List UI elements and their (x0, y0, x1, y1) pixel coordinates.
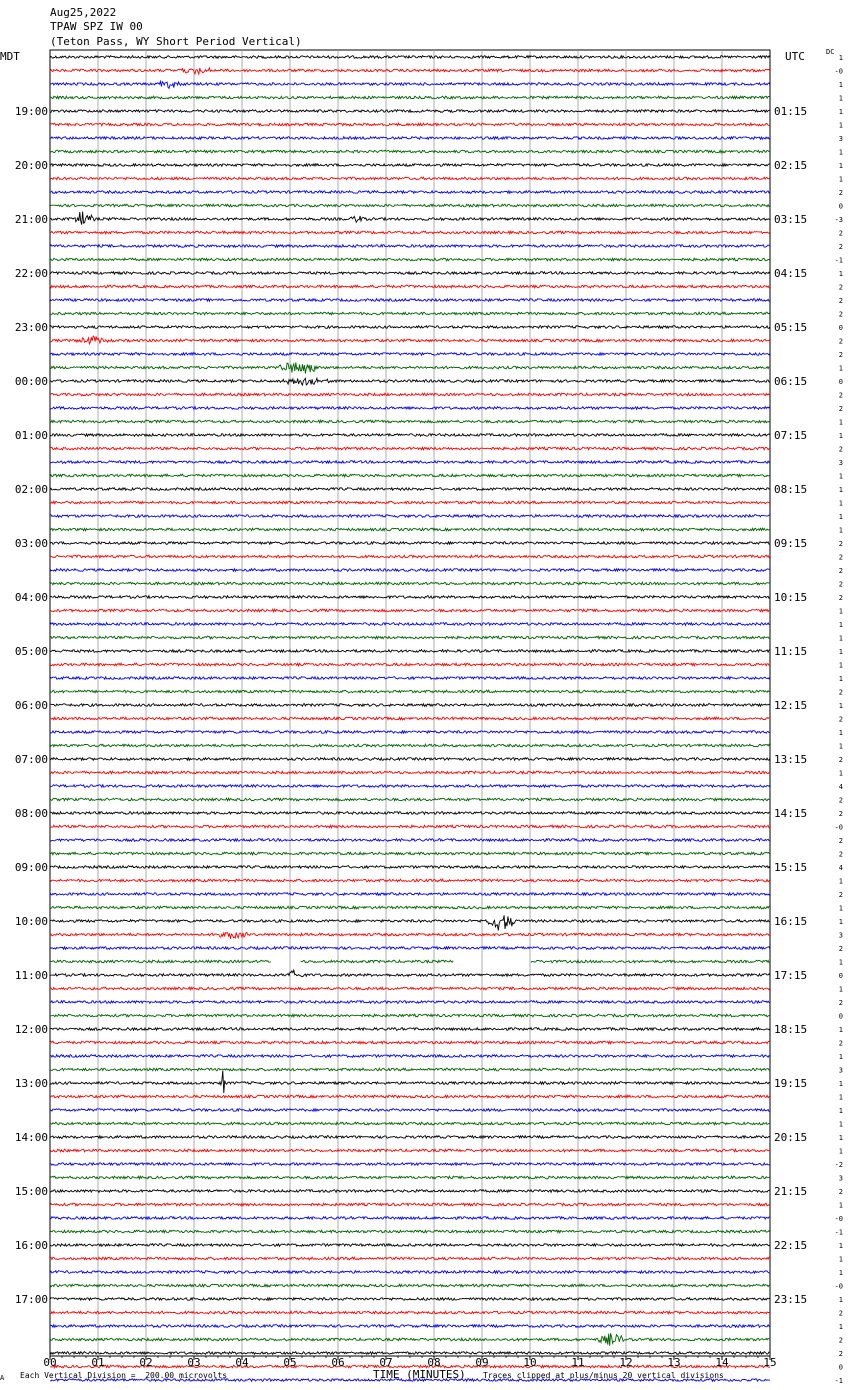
dc-offset-value: 3 (838, 1174, 843, 1183)
trace-row (50, 245, 770, 248)
left-hour-label: 10:00 (14, 915, 48, 928)
right-hour-label: 01:15 (774, 105, 808, 118)
dc-offset-value: 1 (838, 877, 843, 886)
trace-row (50, 68, 770, 74)
dc-offset-value: 1 (838, 702, 843, 710)
dc-offset-value: 2 (838, 229, 843, 238)
dc-offset-value: 1 (838, 1201, 843, 1210)
dc-offset-value: 1 (838, 94, 843, 103)
trace-row (50, 1176, 770, 1179)
trace-row (50, 932, 770, 939)
trace-row (50, 1325, 770, 1328)
left-hour-label: 13:00 (14, 1077, 48, 1090)
dc-offset-value: 2 (838, 567, 843, 575)
trace-row (50, 1136, 770, 1139)
left-timezone-label: MDT (0, 50, 20, 63)
trace-row (50, 515, 770, 518)
left-hour-label: 01:00 (14, 429, 48, 442)
dc-offset-value: -3 (834, 216, 843, 224)
x-tick-label: 07 (379, 1356, 393, 1369)
dc-offset-value: 2 (838, 796, 843, 805)
trace-row (50, 204, 770, 207)
dc-offset-value: 2 (838, 553, 843, 562)
footer-mark: A (0, 1374, 5, 1382)
trace-row (50, 285, 770, 288)
trace-group (50, 56, 770, 1390)
dc-offset-value: 2 (838, 297, 843, 305)
dc-offset-value: 2 (838, 1188, 843, 1196)
trace-row (50, 663, 770, 666)
left-hour-label: 08:00 (14, 807, 48, 820)
trace-row (50, 1041, 770, 1044)
dc-offset-value: 1 (838, 175, 843, 184)
trace-row (50, 1244, 770, 1247)
dc-offset-value: 1 (838, 486, 843, 494)
dc-offset-value: 1 (838, 432, 843, 440)
right-hour-label: 11:15 (774, 645, 808, 658)
dc-offset-value: 1 (838, 499, 843, 508)
trace-row (50, 1071, 770, 1094)
dc-offset-value: 1 (838, 526, 843, 535)
dc-offset-value: -2 (834, 1161, 843, 1169)
dc-offset-value: 2 (838, 351, 843, 359)
dc-offset-value: 1 (838, 1093, 843, 1102)
dc-offset-value: 4 (838, 864, 843, 872)
dc-offset-value: -0 (834, 1215, 843, 1223)
trace-row (50, 812, 770, 815)
dc-offset-value: 1 (838, 1323, 843, 1331)
dc-offset-value: 2 (838, 283, 843, 292)
trace-row (50, 1352, 770, 1355)
trace-row (50, 542, 770, 545)
trace-row (50, 447, 770, 450)
dc-offset-value: 2 (838, 1336, 843, 1345)
header-date: Aug25,2022 (50, 6, 117, 19)
trace-row (50, 1055, 770, 1058)
dc-offset-value: 1 (838, 108, 843, 116)
trace-row (50, 1028, 770, 1031)
trace-row (50, 56, 770, 59)
right-hour-label: 14:15 (774, 807, 808, 820)
dc-offset-value: 0 (838, 1012, 843, 1021)
trace-row (50, 825, 770, 828)
x-tick-label: 08 (427, 1356, 441, 1369)
dc-offset-value: 1 (838, 472, 843, 481)
trace-row (50, 407, 770, 410)
dc-offset-value: 1 (838, 729, 843, 737)
dc-offset-value: 2 (838, 688, 843, 697)
dc-offset-value: 2 (838, 1039, 843, 1048)
left-hour-label: 03:00 (14, 537, 48, 550)
trace-row (50, 758, 770, 761)
trace-row (50, 110, 770, 113)
x-tick-label: 12 (619, 1356, 633, 1369)
right-hour-label: 23:15 (774, 1293, 808, 1306)
dc-offset-value: 3 (838, 1066, 843, 1075)
dc-offset-value: 1 (838, 985, 843, 994)
trace-row (50, 555, 770, 558)
dc-offset-value: 1 (838, 270, 843, 278)
dc-offset-value: 2 (838, 540, 843, 548)
dc-offset-value: 3 (838, 135, 843, 143)
trace-row (50, 212, 770, 225)
dc-offset-value: 2 (838, 1309, 843, 1318)
trace-row (50, 177, 770, 180)
trace-row (50, 677, 770, 680)
dc-offset-value: -1 (834, 1228, 843, 1237)
right-hour-label: 02:15 (774, 159, 808, 172)
dc-offset-value: 2 (838, 445, 843, 454)
dc-offset-value: -0 (834, 823, 843, 832)
right-hour-label: 19:15 (774, 1077, 808, 1090)
dc-offset-value: 1 (838, 742, 843, 751)
dc-offset-value: 2 (838, 945, 843, 953)
vertical-division-note: Each Vertical Division = 200.00 microvolts (20, 1371, 228, 1380)
trace-row (50, 690, 770, 693)
trace-row (50, 353, 770, 356)
dc-offset-value: 1 (838, 1242, 843, 1250)
right-hour-label: 15:15 (774, 861, 808, 874)
trace-row (50, 866, 770, 869)
right-timezone-label: UTC (785, 50, 805, 63)
dc-offset-value: 1 (838, 364, 843, 373)
trace-row (50, 582, 770, 585)
trace-row (50, 1190, 770, 1193)
dc-offset-value: 1 (838, 1107, 843, 1115)
right-hour-label: 18:15 (774, 1023, 808, 1036)
trace-row (50, 474, 770, 477)
trace-row (50, 785, 770, 788)
x-tick-label: 04 (235, 1356, 249, 1369)
dc-offset-value: 0 (838, 324, 843, 332)
trace-row (50, 164, 770, 167)
trace-row (50, 501, 770, 504)
trace-row (50, 1271, 770, 1274)
trace-row (50, 609, 770, 612)
dc-offset-value: 1 (838, 634, 843, 643)
trace-row (50, 650, 770, 653)
x-tick-label: 14 (715, 1356, 729, 1369)
dc-offset-value: 1 (838, 121, 843, 130)
trace-row (50, 363, 770, 374)
left-hour-label: 14:00 (14, 1131, 48, 1144)
dc-offset-value: 1 (838, 148, 843, 157)
dc-offset-value: 2 (838, 715, 843, 724)
right-hour-label: 07:15 (774, 429, 808, 442)
trace-row (50, 569, 770, 572)
dc-offset-value: 2 (838, 391, 843, 400)
x-tick-label: 00 (43, 1356, 57, 1369)
x-tick-label: 09 (475, 1356, 489, 1369)
dc-offset-value: 1 (838, 904, 843, 913)
trace-row (50, 1217, 770, 1220)
dc-offset-value: 2 (838, 405, 843, 413)
left-hour-label: 00:00 (14, 375, 48, 388)
trace-row (50, 1001, 770, 1004)
right-hour-label: 21:15 (774, 1185, 808, 1198)
left-hour-label: 19:00 (14, 105, 48, 118)
trace-row (50, 1311, 770, 1314)
trace-row (50, 1257, 770, 1260)
dc-offset-value: 1 (838, 1053, 843, 1061)
trace-row (50, 1149, 770, 1152)
left-hour-label: 16:00 (14, 1239, 48, 1252)
trace-row (50, 326, 770, 329)
dc-offset-value: 2 (838, 580, 843, 589)
trace-row (50, 299, 770, 302)
trace-row (50, 717, 770, 720)
dc-offset-value: 1 (838, 1026, 843, 1034)
x-tick-label: 11 (571, 1356, 585, 1369)
dc-offset-value: 0 (838, 202, 843, 211)
x-tick-label: 13 (667, 1356, 681, 1369)
right-hour-label: 16:15 (774, 915, 808, 928)
dc-offset-value: 0 (838, 378, 843, 386)
dc-offset-value: 0 (838, 1363, 843, 1372)
dc-offset-value: 3 (838, 931, 843, 940)
x-tick-label: 05 (283, 1356, 297, 1369)
dc-offset-value: 1 (838, 418, 843, 427)
right-hour-label: 09:15 (774, 537, 808, 550)
trace-row (50, 852, 770, 855)
left-hour-label: 11:00 (14, 969, 48, 982)
trace-row (50, 191, 770, 194)
dc-offset-header: DC (826, 48, 835, 56)
dc-offset-value: -0 (834, 67, 843, 76)
trace-row (50, 744, 770, 747)
dc-offset-value: 1 (838, 1255, 843, 1264)
trace-row (50, 528, 770, 531)
dc-offset-value: -1 (834, 1377, 843, 1385)
x-tick-label: 10 (523, 1356, 537, 1369)
trace-row (50, 1068, 770, 1071)
dc-offset-value: 1 (838, 1147, 843, 1156)
dc-offset-value: 1 (838, 1080, 843, 1088)
trace-row (50, 81, 770, 88)
dc-offset-value: 2 (838, 189, 843, 197)
dc-offset-value: 1 (838, 958, 843, 967)
trace-row (50, 893, 770, 896)
x-tick-label: 03 (187, 1356, 201, 1369)
right-hour-label: 12:15 (774, 699, 808, 712)
left-hour-label: 22:00 (14, 267, 48, 280)
trace-row (50, 798, 770, 801)
right-hour-label: 03:15 (774, 213, 808, 226)
trace-row (50, 336, 770, 344)
dc-offset-value: -1 (834, 256, 843, 265)
trace-row (50, 879, 770, 882)
trace-row (50, 596, 770, 599)
left-hour-label: 09:00 (14, 861, 48, 874)
dc-offset-value: 1 (838, 1134, 843, 1142)
dc-offset-value: 2 (838, 594, 843, 602)
left-hour-label: 04:00 (14, 591, 48, 604)
dc-offset-value: 2 (838, 243, 843, 251)
x-tick-label: 15 (763, 1356, 777, 1369)
dc-offset-value: 1 (838, 513, 843, 521)
trace-row (50, 731, 770, 734)
trace-row (50, 461, 770, 464)
trace-row (50, 1109, 770, 1112)
trace-row (50, 272, 770, 275)
dc-offset-value: 2 (838, 310, 843, 319)
left-hour-label: 17:00 (14, 1293, 48, 1306)
trace-row (50, 434, 770, 437)
dc-offset-value: 3 (838, 459, 843, 467)
left-hour-label: 15:00 (14, 1185, 48, 1198)
dc-offset-value: -0 (834, 1282, 843, 1291)
dc-offset-value: 1 (838, 81, 843, 89)
left-hour-label: 20:00 (14, 159, 48, 172)
left-hour-label: 05:00 (14, 645, 48, 658)
x-tick-label: 02 (139, 1356, 153, 1369)
left-hour-label: 06:00 (14, 699, 48, 712)
dc-offset-value: 1 (838, 607, 843, 616)
trace-row (50, 1298, 770, 1301)
dc-offset-value: 1 (838, 648, 843, 656)
trace-row (50, 1014, 770, 1017)
trace-row (50, 1333, 770, 1345)
trace-row (50, 915, 770, 930)
trace-row (50, 960, 770, 963)
trace-row (50, 906, 770, 909)
trace-row (50, 312, 770, 315)
clipping-note: Traces clipped at plus/minus 20 vertical divisions (483, 1371, 724, 1380)
dc-offset-value: 2 (838, 810, 843, 818)
trace-row (50, 96, 770, 99)
right-hour-label: 10:15 (774, 591, 808, 604)
right-hour-label: 08:15 (774, 483, 808, 496)
trace-row (50, 947, 770, 950)
left-hour-label: 23:00 (14, 321, 48, 334)
trace-row (50, 771, 770, 774)
right-hour-label: 06:15 (774, 375, 808, 388)
left-hour-label: 02:00 (14, 483, 48, 496)
trace-row (50, 1284, 770, 1287)
trace-row (50, 378, 770, 385)
dc-offset-value: 0 (838, 972, 843, 980)
dc-offset-value: 2 (838, 999, 843, 1007)
trace-row (50, 1095, 770, 1098)
dc-offset-value: 2 (838, 891, 843, 899)
right-hour-label: 04:15 (774, 267, 808, 280)
trace-row (50, 839, 770, 842)
left-hour-label: 07:00 (14, 753, 48, 766)
trace-row (50, 420, 770, 423)
left-hour-label: 21:00 (14, 213, 48, 226)
right-hour-label: 22:15 (774, 1239, 808, 1252)
dc-offset-value: 2 (838, 1350, 843, 1358)
x-axis-title: TIME (MINUTES) (373, 1368, 466, 1381)
trace-row (50, 488, 770, 491)
dc-offset-value: 2 (838, 837, 843, 845)
trace-row (50, 623, 770, 626)
right-hour-label: 17:15 (774, 969, 808, 982)
trace-row (50, 1122, 770, 1125)
right-hour-label: 20:15 (774, 1131, 808, 1144)
dc-offset-value: 1 (838, 769, 843, 778)
trace-row (50, 704, 770, 707)
x-tick-label: 06 (331, 1356, 345, 1369)
trace-row (50, 970, 770, 977)
dc-offset-value: 1 (838, 54, 843, 62)
trace-row (50, 150, 770, 153)
right-hour-label: 13:15 (774, 753, 808, 766)
trace-row (50, 1203, 770, 1206)
dc-offset-value: 1 (838, 661, 843, 670)
dc-offset-value: 4 (838, 783, 843, 791)
dc-offset-value: 1 (838, 918, 843, 926)
trace-row (50, 393, 770, 396)
header-location: (Teton Pass, WY Short Period Vertical) (50, 35, 302, 48)
dc-offset-value: 1 (838, 1296, 843, 1304)
x-tick-label: 01 (91, 1356, 105, 1369)
dc-offset-value: 1 (838, 1120, 843, 1129)
trace-row (50, 258, 770, 261)
dc-offset-value: 1 (838, 675, 843, 683)
dc-offset-value: 1 (838, 162, 843, 170)
trace-row (50, 987, 770, 990)
trace-row (50, 636, 770, 639)
dc-offset-value: 2 (838, 850, 843, 859)
trace-row (50, 137, 770, 140)
header-station: TPAW SPZ IW 00 (50, 20, 143, 33)
trace-row (50, 123, 770, 126)
right-hour-label: 05:15 (774, 321, 808, 334)
dc-offset-value: 1 (838, 621, 843, 629)
dc-offset-value: 1 (838, 1269, 843, 1277)
trace-row (50, 1230, 770, 1233)
trace-row (50, 231, 770, 234)
trace-row (50, 1163, 770, 1166)
left-hour-label: 12:00 (14, 1023, 48, 1036)
dc-offset-value: 2 (838, 756, 843, 764)
dc-offset-value: 2 (838, 337, 843, 346)
